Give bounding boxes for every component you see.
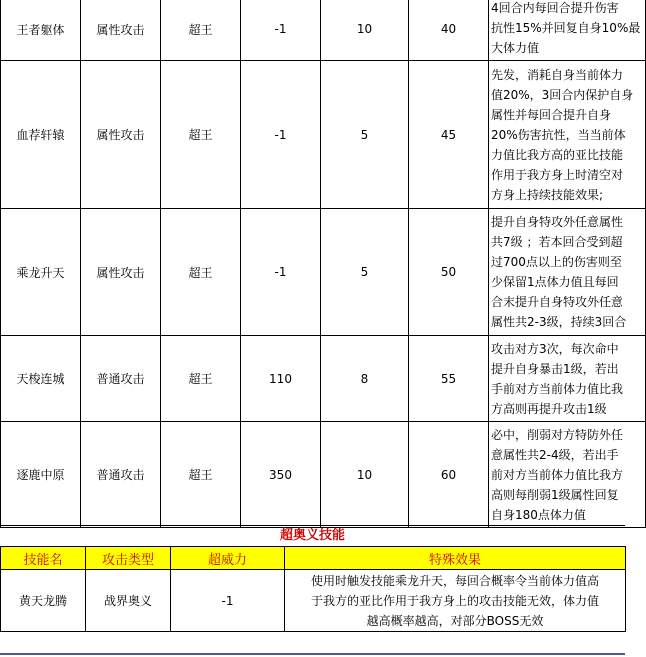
attack-type: 普通攻击 [81,422,161,528]
table-row [1,209,646,336]
effect-line: 使用时触发技能乘龙升天，每回合概率令当前体力值高 [310,573,599,588]
table-row [1,336,646,422]
effect-line: 过700点以上的伤害则至 [491,255,622,269]
table-row [1,422,646,528]
skill-effect [489,61,646,209]
effect-line: 前对方当前体力值比我方 [491,467,624,482]
bottom-divider [0,653,625,655]
effect-line: 先发，消耗自身当前体力 [491,67,624,82]
super-skill-row [1,570,626,632]
header-attack-type: 攻击类型 [86,547,171,570]
value-col-1: -1 [241,61,321,209]
skill-tier: 超王 [161,61,241,209]
effect-line: 属性并每回合提升自身 [491,107,612,122]
effect-line: 大体力值 [491,41,540,55]
attack-type: 属性攻击 [81,61,161,209]
value-col-1: 110 [241,336,321,422]
effect-line: 意属性共2-4级，若出手 [491,447,619,462]
header-power: 超威力 [171,547,285,570]
header-skill-name: 技能名 [1,547,86,570]
effect-line: 越高概率越高，对部分BOSS无效 [366,613,544,628]
super-skill-table [0,546,626,632]
effect-line: 作用于我方身上时清空对 [491,167,624,182]
effect-line: 方高则再提升攻击1级 [491,401,607,416]
skill-name: 逐鹿中原 [1,422,81,528]
skill-name: 王者躯体 [1,0,81,61]
skill-effect [489,0,646,61]
skill-tier: 超王 [161,209,241,336]
effect-line: 手前对方当前体力值比我 [491,381,624,396]
super-skill-header-row [1,547,626,570]
effect-line: 于我方的亚比作用于我方身上的攻击技能无效，体力值 [310,593,599,608]
super-skill-name: 黄天龙腾 [1,570,86,632]
skill-effect [489,209,646,336]
value-col-1: 350 [241,422,321,528]
value-col-3: 50 [409,209,489,336]
effect-line: 抗性15%并回复自身10%最 [491,21,641,35]
effect-line: 合末提升自身特攻外任意 [491,295,624,309]
effect-line: 20%伤害抗性，当当前体 [491,127,626,142]
value-col-3: 55 [409,336,489,422]
skill-effect [489,336,646,422]
attack-type: 属性攻击 [81,0,161,61]
super-skill-effect [285,570,626,632]
value-col-2: 5 [321,209,409,336]
effect-line: 必中，削弱对方特防外任 [491,427,624,442]
value-col-3: 60 [409,422,489,528]
skill-name: 天梭连城 [1,336,81,422]
effect-line: 提升自身特攻外任意属性 [491,215,624,229]
value-col-3: 45 [409,61,489,209]
skill-tier: 超王 [161,336,241,422]
super-skill-section-title: 超奥义技能 [0,525,625,547]
skill-name: 血荐轩辕 [1,61,81,209]
table-row [1,0,646,61]
value-col-1: -1 [241,209,321,336]
attack-type: 普通攻击 [81,336,161,422]
effect-line: 自身180点体力值 [491,507,586,522]
effect-line: 攻击对方3次，每次命中 [491,341,619,356]
value-col-1: -1 [241,0,321,61]
skill-tier: 超王 [161,0,241,61]
skill-tier: 超王 [161,422,241,528]
effect-line: 高则每削弱1级属性回复 [491,487,619,502]
effect-line: 少保留1点体力值且每回 [491,275,619,289]
value-col-3: 40 [409,0,489,61]
effect-line: 属性共2-3级，持续3回合 [491,315,627,329]
effect-line: 提升自身暴击1级，若出 [491,361,619,376]
value-col-2: 8 [321,336,409,422]
effect-line: 方身上持续技能效果; [491,187,604,202]
effect-line: 值20%，3回合内保护自身 [491,87,634,102]
super-skill-power: -1 [171,570,285,632]
effect-line: 4回合内每回合提升伤害 [491,1,619,15]
header-special-effect: 特殊效果 [285,547,626,570]
table-row [1,61,646,209]
effect-line: 力值比我方高的亚比技能 [491,147,624,162]
attack-type: 属性攻击 [81,209,161,336]
super-skill-attack-type: 战界奥义 [86,570,171,632]
skill-effect [489,422,646,528]
value-col-2: 10 [321,422,409,528]
value-col-2: 5 [321,61,409,209]
value-col-2: 10 [321,0,409,61]
skill-name: 乘龙升天 [1,209,81,336]
effect-line: 共7级 ；若本回合受到超 [491,235,623,249]
